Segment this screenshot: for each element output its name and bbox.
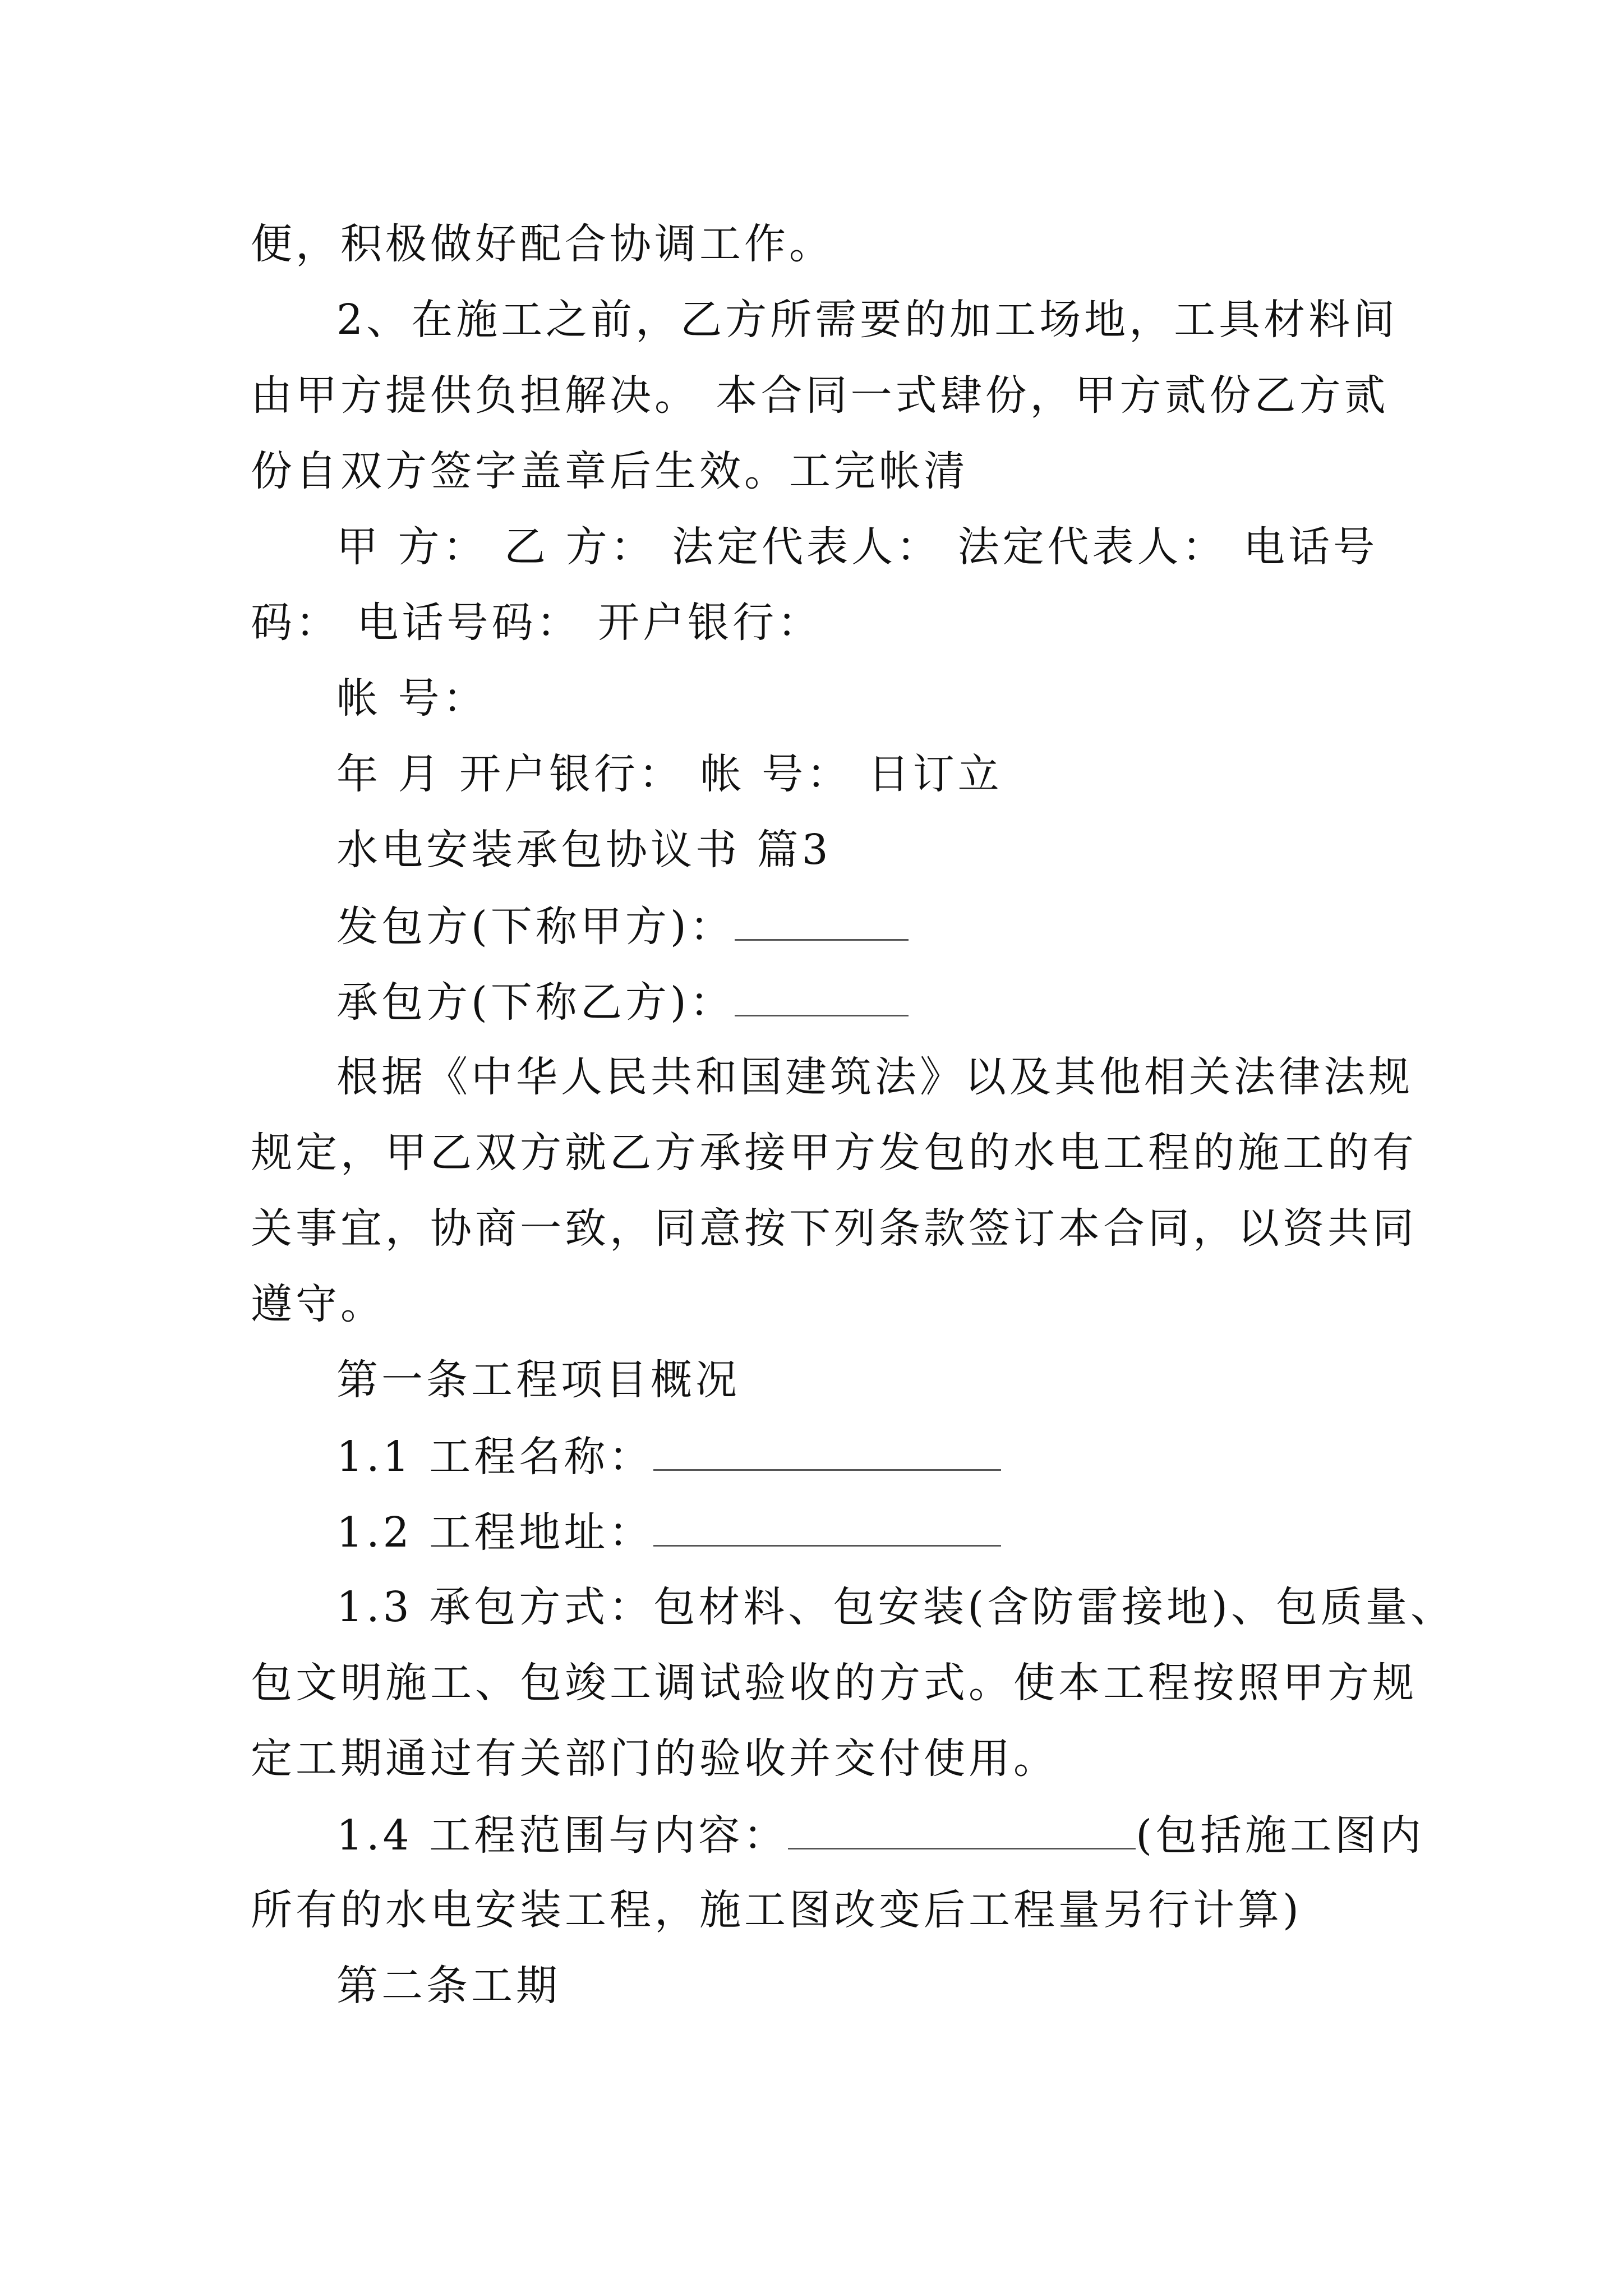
- text-line: 1.3 承包方式：包材料、包安装(含防雷接地)、包质量、: [336, 1583, 1455, 1631]
- fill-in-blank: [653, 1428, 1001, 1471]
- field-label: 1.4 工程范围与内容：: [336, 1811, 789, 1860]
- text-fragment: (包括施工图内: [1136, 1811, 1425, 1860]
- field-label: 1.2 工程地址：: [336, 1508, 654, 1557]
- text-line: 甲 方： 乙 方： 法定代表人： 法定代表人： 电话号: [336, 523, 1378, 571]
- text-line: 规定，甲乙双方就乙方承接甲方发包的水电工程的施工的有: [251, 1129, 1417, 1177]
- text-line: 由甲方提供负担解决。 本合同一式肆份，甲方贰份乙方贰: [251, 371, 1389, 420]
- field-label: 发包方(下称甲方)：: [336, 903, 735, 951]
- section-heading: 第二条工期: [336, 1962, 561, 2010]
- text-line: 定工期通过有关部门的验收并交付使用。: [251, 1734, 1058, 1783]
- fill-line: [336, 898, 909, 955]
- text-line: 遵守。: [251, 1280, 385, 1328]
- fill-line: [336, 1806, 1424, 1864]
- text-line: 关事宜，协商一致，同意按下列条款签订本合同，以资共同: [251, 1204, 1417, 1253]
- fill-in-blank: [653, 1503, 1001, 1547]
- text-line: 2、在施工之前，乙方所需要的加工场地，工具材料间: [336, 296, 1399, 344]
- fill-in-blank: [735, 898, 909, 941]
- text-line: 包文明施工、包竣工调试验收的方式。使本工程按照甲方规: [251, 1659, 1417, 1707]
- fill-line: [336, 973, 909, 1030]
- section-heading: 水电安装承包协议书 篇3: [336, 826, 832, 874]
- text-line: 便，积极做好配合协调工作。: [251, 220, 834, 268]
- text-line: 帐 号：: [336, 674, 488, 723]
- section-heading: 第一条工程项目概况: [336, 1356, 740, 1404]
- text-line: 年 月 开户银行： 帐 号： 日订立: [336, 750, 1003, 798]
- text-line: 根据《中华人民共和国建筑法》以及其他相关法律法规: [336, 1053, 1413, 1101]
- text-line: 份自双方签字盖章后生效。工完帐清: [251, 447, 969, 495]
- fill-in-blank: [735, 973, 909, 1016]
- field-label: 1.1 工程名称：: [336, 1433, 654, 1481]
- fill-in-blank: [788, 1806, 1136, 1849]
- text-line: 所有的水电安装工程，施工图改变后工程量另行计算): [251, 1886, 1302, 1934]
- fill-line: [336, 1503, 1001, 1561]
- fill-line: [336, 1428, 1001, 1485]
- text-line: 码： 电话号码： 开户银行：: [251, 599, 823, 647]
- field-label: 承包方(下称乙方)：: [336, 978, 735, 1027]
